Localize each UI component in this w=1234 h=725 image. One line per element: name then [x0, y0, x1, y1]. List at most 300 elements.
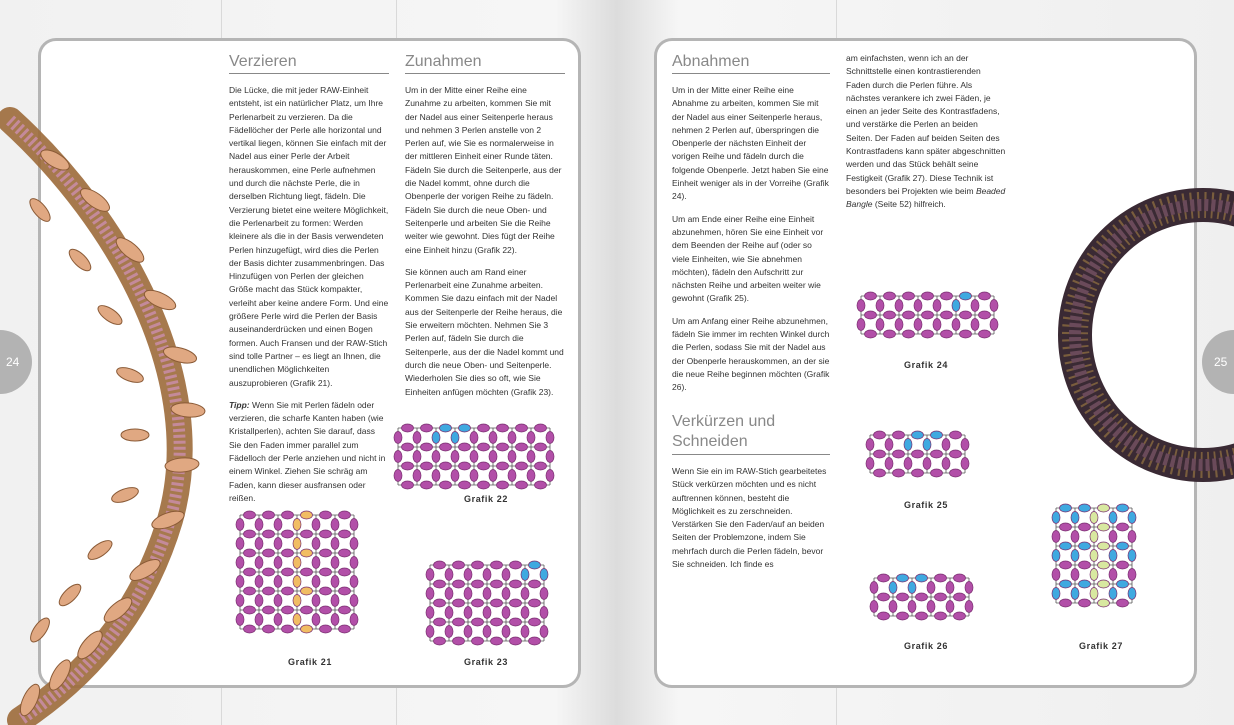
- bead-horizontal: [935, 612, 947, 620]
- bead-horizontal: [339, 625, 351, 633]
- bead-horizontal: [282, 568, 294, 576]
- bead-horizontal: [402, 481, 414, 489]
- bead-horizontal: [320, 625, 332, 633]
- bead-vertical: [1090, 550, 1098, 562]
- bead-vertical: [483, 588, 491, 600]
- bead-horizontal: [865, 311, 877, 319]
- caption-grafik-25: Grafik 25: [904, 500, 948, 510]
- bead-vertical: [1052, 512, 1060, 524]
- bead-horizontal: [301, 549, 313, 557]
- bead-horizontal: [510, 580, 522, 588]
- bead-vertical: [489, 451, 497, 463]
- bead-horizontal: [529, 618, 541, 626]
- bead-horizontal: [421, 424, 433, 432]
- column-abnahmen: [672, 52, 830, 404]
- bead-horizontal: [884, 330, 896, 338]
- bead-horizontal: [339, 568, 351, 576]
- bead-horizontal: [244, 587, 256, 595]
- bead-horizontal: [472, 599, 484, 607]
- bead-vertical: [350, 576, 358, 588]
- bead-horizontal: [950, 469, 962, 477]
- bead-vertical: [1090, 588, 1098, 600]
- continuation-italic: Beaded Bangle: [846, 185, 1006, 210]
- bead-horizontal: [244, 606, 256, 614]
- bead-horizontal: [421, 481, 433, 489]
- heading-zunahmen: Zunahmen: [405, 52, 565, 74]
- bead-horizontal: [440, 481, 452, 489]
- bead-horizontal: [1098, 599, 1110, 607]
- bead-vertical: [464, 607, 472, 619]
- bead-horizontal: [916, 574, 928, 582]
- bead-vertical: [527, 451, 535, 463]
- bead-vertical: [445, 626, 453, 638]
- bead-horizontal: [459, 443, 471, 451]
- bead-vertical: [502, 588, 510, 600]
- bead-horizontal: [301, 568, 313, 576]
- bead-horizontal: [912, 469, 924, 477]
- bead-horizontal: [453, 580, 465, 588]
- bead-horizontal: [931, 469, 943, 477]
- bead-horizontal: [263, 549, 275, 557]
- bead-horizontal: [244, 530, 256, 538]
- bead-vertical: [527, 432, 535, 444]
- bead-vertical: [432, 432, 440, 444]
- bead-vertical: [274, 538, 282, 550]
- bead-horizontal: [434, 618, 446, 626]
- bead-vertical: [990, 319, 998, 331]
- bead-vertical: [933, 319, 941, 331]
- bead-vertical: [965, 582, 973, 594]
- bead-vertical: [990, 300, 998, 312]
- bead-horizontal: [1098, 561, 1110, 569]
- bead-vertical: [521, 626, 529, 638]
- bead-vertical: [274, 576, 282, 588]
- bead-vertical: [413, 470, 421, 482]
- bead-vertical: [923, 439, 931, 451]
- bead-horizontal: [950, 450, 962, 458]
- bead-vertical: [933, 300, 941, 312]
- bead-horizontal: [1098, 504, 1110, 512]
- diagram-grafik-26: [868, 570, 978, 630]
- column-zunahmen: [405, 52, 565, 408]
- bead-horizontal: [1079, 599, 1091, 607]
- bead-vertical: [293, 595, 301, 607]
- paragraph-verzieren: Die Lücke, die mit jeder RAW-Einheit entsteht, ist ein natürlicher Platz, um Ihre Perlenarbeit zu verzieren. Da die Fädellöcher der Perle alle horizontal und vertikal liegen, können Sie einfach mit der Nadel aus einer Perle der Arbeit herauskommen, eine Perle aufnehmen und durch die nächste Perle, die in derselben Richtung liegt, fädeln. Die Verzierung bietet eine weitere Möglichkeit, die Perlenarbeit zu formen: Werden kleinere als die in der Basis verwendeten Perlen hinzugefügt, wird dies die Perlen der Basis dichter zusammenbringen. Das Hinzufügen von Perlen der gleichen Größe macht das Stück kompakter, verleiht aber keine andere Form. Und eine größere Perle wird die Perlen der Basis auseinanderdrücken und einen Bogen formen. Auch Fransen und der RAW-Stich sind tolle Partner – es liegt an Ihnen, die unendlichen Möglichkeiten auszuprobieren (Grafik 21).: [229, 85, 389, 388]
- bead-horizontal: [472, 561, 484, 569]
- page-number-right: 25: [1214, 355, 1228, 369]
- bead-horizontal: [339, 606, 351, 614]
- bead-horizontal: [897, 593, 909, 601]
- bead-horizontal: [434, 561, 446, 569]
- bead-horizontal: [1117, 561, 1129, 569]
- bead-vertical: [331, 614, 339, 626]
- bead-horizontal: [282, 587, 294, 595]
- bead-vertical: [350, 519, 358, 531]
- bead-vertical: [1071, 550, 1079, 562]
- bead-horizontal: [535, 443, 547, 451]
- bead-horizontal: [1079, 561, 1091, 569]
- bead-vertical: [255, 519, 263, 531]
- bead-vertical: [1071, 588, 1079, 600]
- bead-horizontal: [941, 330, 953, 338]
- bead-vertical: [350, 595, 358, 607]
- bead-horizontal: [301, 530, 313, 538]
- bead-horizontal: [263, 587, 275, 595]
- heading-abnahmen: Abnahmen: [672, 52, 830, 74]
- bead-horizontal: [903, 311, 915, 319]
- bead-vertical: [946, 582, 954, 594]
- bead-horizontal: [440, 462, 452, 470]
- bead-horizontal: [1098, 580, 1110, 588]
- bead-vertical: [489, 432, 497, 444]
- bead-vertical: [1090, 569, 1098, 581]
- bead-horizontal: [497, 462, 509, 470]
- bead-horizontal: [535, 462, 547, 470]
- bead-vertical: [876, 319, 884, 331]
- bead-horizontal: [893, 431, 905, 439]
- paragraph-verkuerzen: Wenn Sie ein im RAW-Stich gearbeitetes Stück verkürzen möchten und es nicht auftrennen können, besteht die Möglichkeit es zu zerschneiden. Verstärken Sie den Faden/auf an beiden Seiten der Problemzone, indem Sie mehrfach durch die Perlen fädeln, bevor Sie schneiden. Ich finde es: [672, 466, 827, 570]
- bead-horizontal: [954, 593, 966, 601]
- bead-vertical: [502, 607, 510, 619]
- bead-horizontal: [865, 292, 877, 300]
- bead-horizontal: [434, 599, 446, 607]
- bead-vertical: [236, 576, 244, 588]
- bead-vertical: [885, 439, 893, 451]
- bead-vertical: [1128, 531, 1136, 543]
- bead-vertical: [889, 582, 897, 594]
- bead-horizontal: [478, 424, 490, 432]
- bead-vertical: [451, 470, 459, 482]
- bead-horizontal: [244, 511, 256, 519]
- bead-horizontal: [491, 618, 503, 626]
- beaded-bangle-photo: [1058, 190, 1234, 480]
- bead-horizontal: [874, 469, 886, 477]
- bead-horizontal: [491, 561, 503, 569]
- bead-vertical: [451, 432, 459, 444]
- bead-horizontal: [510, 618, 522, 626]
- bead-horizontal: [922, 292, 934, 300]
- bead-vertical: [312, 576, 320, 588]
- bead-horizontal: [263, 568, 275, 576]
- bead-horizontal: [529, 599, 541, 607]
- bead-vertical: [502, 569, 510, 581]
- caption-grafik-26: Grafik 26: [904, 641, 948, 651]
- bead-vertical: [350, 538, 358, 550]
- paragraph-abnahmen-3: Um am Anfang einer Reihe abzunehmen, fädeln Sie immer im rechten Winkel durch die Perlen, sodass Sie mit der Nadel aus der Obenperle herauskommen, an der sie die neue Reihe beginnen möchten (Grafik 26).: [672, 315, 830, 393]
- bead-horizontal: [421, 443, 433, 451]
- caption-grafik-27: Grafik 27: [1079, 641, 1123, 651]
- bead-horizontal: [912, 450, 924, 458]
- bead-horizontal: [1060, 561, 1072, 569]
- bead-horizontal: [529, 561, 541, 569]
- bead-horizontal: [954, 612, 966, 620]
- bead-vertical: [961, 458, 969, 470]
- beaded-necklace-photo: [0, 100, 210, 720]
- bead-horizontal: [1060, 599, 1072, 607]
- bead-horizontal: [339, 530, 351, 538]
- bead-vertical: [464, 588, 472, 600]
- bead-horizontal: [440, 424, 452, 432]
- bead-horizontal: [884, 292, 896, 300]
- bead-horizontal: [1117, 504, 1129, 512]
- bead-horizontal: [472, 618, 484, 626]
- bead-horizontal: [434, 637, 446, 645]
- bead-horizontal: [960, 311, 972, 319]
- bead-vertical: [445, 569, 453, 581]
- bead-vertical: [255, 557, 263, 569]
- bead-vertical: [470, 432, 478, 444]
- bead-vertical: [1052, 569, 1060, 581]
- bead-vertical: [521, 569, 529, 581]
- bead-horizontal: [459, 424, 471, 432]
- paragraph-abnahmen-2: Um am Ende einer Reihe eine Einheit abzunehmen, hören Sie eine Einheit vor dem Beenden der Reihe auf (oder so viele Einheiten, wie Sie abnehmen möchten), fädeln den Aufschritt zur nächsten Reihe und arbeiten weiter wie gewohnt (Grafik 25).: [672, 213, 824, 304]
- bead-horizontal: [941, 311, 953, 319]
- bead-horizontal: [244, 549, 256, 557]
- bead-horizontal: [421, 462, 433, 470]
- bead-vertical: [546, 451, 554, 463]
- bead-vertical: [927, 582, 935, 594]
- bead-horizontal: [491, 637, 503, 645]
- diagram-grafik-22: [390, 420, 570, 490]
- bead-vertical: [489, 470, 497, 482]
- bead-vertical: [866, 458, 874, 470]
- bead-vertical: [293, 557, 301, 569]
- bead-vertical: [274, 519, 282, 531]
- paragraph-zunahmen-2: Sie können auch am Rand einer Perlenarbeit eine Zunahme arbeiten. Kommen Sie dazu einfach mit der Nadel aus der Seitenperle der Reihe heraus, die Sie erweitern möchten. Nehmen Sie 3 Perlen auf, fädeln Sie durch die Seitenperle, aus der die Nadel kommt und durch die neue Oben- und Seitenperle. Wiederholen Sie dies so oft, wie Sie Einheiten anfügen möchten (Grafik 23).: [405, 266, 564, 397]
- bead-horizontal: [903, 330, 915, 338]
- bead-vertical: [1128, 512, 1136, 524]
- bead-horizontal: [263, 606, 275, 614]
- bead-vertical: [293, 576, 301, 588]
- bead-vertical: [426, 588, 434, 600]
- bead-horizontal: [1079, 504, 1091, 512]
- bead-vertical: [350, 557, 358, 569]
- column-continuation: [846, 52, 1006, 221]
- bead-horizontal: [263, 625, 275, 633]
- bead-vertical: [350, 614, 358, 626]
- bead-horizontal: [453, 637, 465, 645]
- bead-horizontal: [1079, 523, 1091, 531]
- bead-vertical: [426, 607, 434, 619]
- diagram-grafik-25: [864, 427, 974, 482]
- bead-horizontal: [1098, 542, 1110, 550]
- bead-horizontal: [516, 443, 528, 451]
- bead-vertical: [857, 319, 865, 331]
- bead-vertical: [483, 626, 491, 638]
- bead-horizontal: [1079, 542, 1091, 550]
- bead-horizontal: [529, 580, 541, 588]
- bead-horizontal: [1079, 580, 1091, 588]
- paragraph-zunahmen-1: Um in der Mitte einer Reihe eine Zunahme zu arbeiten, kommen Sie mit der Nadel aus einer Seitenperle heraus und nehmen 3 Perlen anstelle von 2 Perlen auf, wie Sie es normalerweise in der mittleren Einheit einer Runde täten. Fädeln Sie durch die Seitenperle, aus der die Nadel kommt, ohne durch die Obenperle der vorigen Reihe zu fädeln. Fädeln Sie durch die neue Oben- und Seitenperle und arbeiten Sie die Reihe weiter wie gewohnt. Dies fügt der Reihe eine Einheit hinzu (Grafik 22).: [405, 85, 562, 255]
- bead-horizontal: [960, 292, 972, 300]
- bead-horizontal: [954, 574, 966, 582]
- bead-vertical: [426, 569, 434, 581]
- bead-vertical: [889, 601, 897, 613]
- bead-vertical: [1052, 550, 1060, 562]
- bead-vertical: [1071, 512, 1079, 524]
- bead-horizontal: [453, 599, 465, 607]
- bead-horizontal: [878, 593, 890, 601]
- bead-vertical: [394, 451, 402, 463]
- bead-vertical: [1071, 569, 1079, 581]
- bead-vertical: [908, 601, 916, 613]
- bead-vertical: [331, 538, 339, 550]
- bead-vertical: [255, 595, 263, 607]
- bead-vertical: [394, 470, 402, 482]
- bead-horizontal: [320, 511, 332, 519]
- bead-horizontal: [510, 599, 522, 607]
- bead-horizontal: [402, 443, 414, 451]
- bead-horizontal: [453, 618, 465, 626]
- bead-horizontal: [878, 612, 890, 620]
- bead-vertical: [236, 614, 244, 626]
- bead-vertical: [255, 614, 263, 626]
- bead-vertical: [1071, 531, 1079, 543]
- bead-vertical: [895, 319, 903, 331]
- bead-vertical: [914, 319, 922, 331]
- bead-horizontal: [1098, 523, 1110, 531]
- continuation-pre: am einfachsten, wenn ich an der Schnittstelle einen kontrastierenden Faden durch die Perlen führe. Als nächstes verankere ich zwei Fäden, je einen an jeder Seite des Kontrastfadens, und verstärke die Perlen an beiden Seiten. Der Faden auf beiden Seiten des Kontrastfadens kann später abgeschnitten werden und das Stück behält seine Festigkeit (Grafik 27). Diese Technik ist besonders bei Projekten wie beim: [846, 53, 1006, 196]
- bead-horizontal: [320, 530, 332, 538]
- bead-vertical: [961, 439, 969, 451]
- bead-vertical: [1090, 531, 1098, 543]
- bead-horizontal: [979, 330, 991, 338]
- bead-vertical: [312, 614, 320, 626]
- bead-vertical: [1109, 512, 1117, 524]
- bead-vertical: [255, 576, 263, 588]
- bead-horizontal: [453, 561, 465, 569]
- bead-horizontal: [935, 593, 947, 601]
- bead-horizontal: [440, 443, 452, 451]
- bead-horizontal: [282, 530, 294, 538]
- bead-horizontal: [301, 606, 313, 614]
- bead-vertical: [293, 519, 301, 531]
- bead-vertical: [923, 458, 931, 470]
- bead-horizontal: [402, 462, 414, 470]
- bead-vertical: [274, 614, 282, 626]
- bead-horizontal: [497, 424, 509, 432]
- bead-horizontal: [491, 580, 503, 588]
- diagram-grafik-24: [855, 288, 1005, 348]
- bead-vertical: [540, 588, 548, 600]
- continuation-post: (Seite 52) hilfreich.: [872, 199, 946, 210]
- bead-horizontal: [491, 599, 503, 607]
- bead-horizontal: [916, 612, 928, 620]
- bead-vertical: [502, 626, 510, 638]
- bead-horizontal: [516, 481, 528, 489]
- bead-horizontal: [339, 587, 351, 595]
- bead-vertical: [546, 432, 554, 444]
- bead-vertical: [540, 607, 548, 619]
- bead-horizontal: [282, 549, 294, 557]
- bead-vertical: [470, 470, 478, 482]
- bead-vertical: [540, 626, 548, 638]
- bead-vertical: [914, 300, 922, 312]
- bead-horizontal: [339, 511, 351, 519]
- bead-horizontal: [1060, 504, 1072, 512]
- caption-grafik-24: Grafik 24: [904, 360, 948, 370]
- bead-vertical: [1109, 569, 1117, 581]
- bead-vertical: [236, 557, 244, 569]
- bead-horizontal: [931, 450, 943, 458]
- bead-vertical: [445, 607, 453, 619]
- page-number-left: 24: [6, 355, 20, 369]
- bead-vertical: [508, 451, 516, 463]
- bead-vertical: [521, 607, 529, 619]
- bead-vertical: [464, 569, 472, 581]
- bead-vertical: [965, 601, 973, 613]
- bead-horizontal: [1060, 523, 1072, 531]
- bead-vertical: [1109, 550, 1117, 562]
- bead-vertical: [527, 470, 535, 482]
- bead-horizontal: [301, 625, 313, 633]
- bead-horizontal: [282, 606, 294, 614]
- bead-vertical: [432, 451, 440, 463]
- bead-vertical: [432, 470, 440, 482]
- bead-vertical: [895, 300, 903, 312]
- bead-horizontal: [535, 424, 547, 432]
- bead-horizontal: [903, 292, 915, 300]
- bead-vertical: [546, 470, 554, 482]
- diagram-grafik-23: [422, 555, 562, 655]
- bead-horizontal: [263, 511, 275, 519]
- bead-vertical: [508, 470, 516, 482]
- bead-vertical: [1052, 588, 1060, 600]
- bead-horizontal: [979, 311, 991, 319]
- bead-vertical: [293, 538, 301, 550]
- bead-horizontal: [884, 311, 896, 319]
- bead-vertical: [470, 451, 478, 463]
- bead-horizontal: [874, 431, 886, 439]
- bead-horizontal: [510, 561, 522, 569]
- bead-vertical: [1128, 569, 1136, 581]
- bead-horizontal: [912, 431, 924, 439]
- bead-horizontal: [244, 625, 256, 633]
- bead-vertical: [312, 557, 320, 569]
- bead-horizontal: [472, 580, 484, 588]
- bead-horizontal: [478, 481, 490, 489]
- bead-horizontal: [897, 574, 909, 582]
- bead-horizontal: [282, 511, 294, 519]
- bead-horizontal: [320, 606, 332, 614]
- bead-vertical: [1128, 550, 1136, 562]
- bead-horizontal: [434, 580, 446, 588]
- bead-horizontal: [941, 292, 953, 300]
- bead-vertical: [331, 557, 339, 569]
- bead-vertical: [394, 432, 402, 444]
- bead-vertical: [1090, 512, 1098, 524]
- bead-vertical: [1109, 588, 1117, 600]
- bead-horizontal: [301, 587, 313, 595]
- bead-horizontal: [320, 568, 332, 576]
- bead-horizontal: [865, 330, 877, 338]
- bead-horizontal: [320, 549, 332, 557]
- bead-vertical: [236, 595, 244, 607]
- heading-verkuerzen-line2: Schneiden: [672, 433, 748, 450]
- bead-vertical: [236, 519, 244, 531]
- bead-horizontal: [897, 612, 909, 620]
- bead-vertical: [508, 432, 516, 444]
- bead-vertical: [876, 300, 884, 312]
- tip-label: Tipp:: [229, 399, 250, 410]
- bead-horizontal: [263, 530, 275, 538]
- bead-vertical: [885, 458, 893, 470]
- bead-vertical: [952, 300, 960, 312]
- bead-vertical: [904, 439, 912, 451]
- bead-horizontal: [922, 330, 934, 338]
- bead-vertical: [312, 595, 320, 607]
- bead-vertical: [540, 569, 548, 581]
